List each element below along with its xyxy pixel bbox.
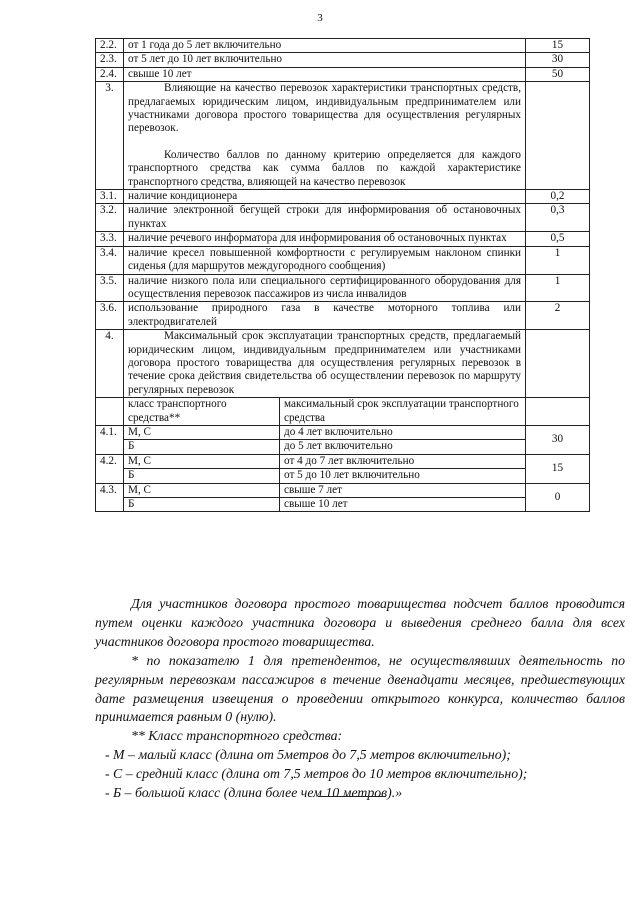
table-row bbox=[96, 190, 590, 204]
row-number bbox=[96, 398, 124, 426]
criterion-text: наличие кресел повышенной комфортности с регулируемым наклоном спинки сиденья (для маршрутов междугородного сообщения) bbox=[124, 246, 526, 274]
max-term: до 5 лет включительно bbox=[280, 440, 526, 454]
table-row bbox=[96, 204, 590, 232]
row-number: 3.1. bbox=[96, 190, 124, 204]
table-row bbox=[96, 454, 590, 468]
table-row bbox=[96, 53, 590, 67]
score-cell: 0,3 bbox=[526, 204, 590, 232]
footnotes bbox=[95, 595, 625, 803]
table-row bbox=[96, 483, 590, 497]
max-term: свыше 7 лет bbox=[280, 483, 526, 497]
max-term: свыше 10 лет bbox=[280, 498, 526, 512]
max-term: до 4 лет включительно bbox=[280, 425, 526, 439]
vehicle-class-b: - Б – большой класс (длина более чем 10 метров).» bbox=[105, 785, 403, 801]
score-cell: 0 bbox=[526, 483, 590, 512]
criterion-text: Максимальный срок эксплуатации транспортных средств, предлагаемый юридическим лицом, индивидуальным предпринимателем или участниками договора простого товарищества для осуществления регулярных перевозок в течение срока действия свидетельства об осуществлении перевозок по маршруту регулярных перевозок bbox=[124, 330, 526, 398]
table-row bbox=[96, 82, 590, 190]
page-number: 3 bbox=[317, 12, 323, 24]
vehicle-class: Б bbox=[124, 498, 280, 512]
table-row bbox=[96, 330, 590, 398]
row-number: 3.6. bbox=[96, 302, 124, 330]
table-row bbox=[96, 498, 590, 512]
score-cell: 1 bbox=[526, 274, 590, 302]
max-term: от 5 до 10 лет включительно bbox=[280, 469, 526, 483]
row-number: 2.3. bbox=[96, 53, 124, 67]
vehicle-class-s: - С – средний класс (длина от 7,5 метров до 10 метров включительно); bbox=[105, 766, 528, 782]
row-number: 4.1. bbox=[96, 425, 124, 454]
table-row bbox=[96, 246, 590, 274]
criterion-text: наличие речевого информатора для информирования об остановочных пунктах bbox=[124, 232, 526, 246]
closing-divider bbox=[318, 796, 386, 797]
table-row bbox=[96, 39, 590, 53]
table-row bbox=[96, 232, 590, 246]
table-row bbox=[96, 274, 590, 302]
score-cell: 50 bbox=[526, 67, 590, 81]
vehicle-class: М, С bbox=[124, 483, 280, 497]
row-number: 2.2. bbox=[96, 39, 124, 53]
vehicle-class-header: класс транспортного средства** bbox=[124, 398, 280, 426]
criterion-text: наличие электронной бегущей строки для информирования об остановочных пунктах bbox=[124, 204, 526, 232]
table-row bbox=[96, 302, 590, 330]
criteria-table bbox=[95, 38, 590, 512]
score-cell: 30 bbox=[526, 425, 590, 454]
row-number: 4.3. bbox=[96, 483, 124, 512]
row-number: 3.2. bbox=[96, 204, 124, 232]
criterion-text: от 1 года до 5 лет включительно bbox=[124, 39, 526, 53]
score-cell: 0,5 bbox=[526, 232, 590, 246]
criterion-text: от 5 лет до 10 лет включительно bbox=[124, 53, 526, 67]
score-cell: 30 bbox=[526, 53, 590, 67]
footnote-double-asterisk: ** Класс транспортного средства: bbox=[131, 728, 343, 744]
row-number: 4.2. bbox=[96, 454, 124, 483]
criterion-text: свыше 10 лет bbox=[124, 67, 526, 81]
row-number: 3.4. bbox=[96, 246, 124, 274]
footnote-paragraph: Для участников договора простого товарищества подсчет баллов проводится путем оценки каждого участника договора и выведения среднего балла для всех участников договора простого товарищества. bbox=[95, 596, 625, 649]
row-number: 3. bbox=[96, 82, 124, 190]
table-row bbox=[96, 425, 590, 439]
max-term: от 4 до 7 лет включительно bbox=[280, 454, 526, 468]
row-number: 4. bbox=[96, 330, 124, 398]
row-number: 3.3. bbox=[96, 232, 124, 246]
score-cell bbox=[526, 330, 590, 398]
score-cell: 15 bbox=[526, 454, 590, 483]
table-row bbox=[96, 440, 590, 454]
vehicle-class: М, С bbox=[124, 425, 280, 439]
vehicle-class: Б bbox=[124, 440, 280, 454]
criterion-text: использование природного газа в качестве моторного топлива или электродвигателей bbox=[124, 302, 526, 330]
score-cell: 15 bbox=[526, 39, 590, 53]
score-cell bbox=[526, 82, 590, 190]
criterion-paragraph: Количество баллов по данному критерию определяется для каждого транспортного средства как сумма баллов по каждой характеристике транспортного средства, влияющей на качество перевозок bbox=[128, 148, 522, 188]
criterion-paragraph: Влияющие на качество перевозок характеристики транспортных средств, предлагаемых юридическим лицом, индивидуальным предпринимателем или участниками договора простого товарищества для осуществления регулярных перевозок. bbox=[128, 82, 522, 135]
table-row bbox=[96, 398, 590, 426]
criterion-text: наличие низкого пола или специального сертифицированного оборудования для осуществления перевозок пассажиров из числа инвалидов bbox=[124, 274, 526, 302]
vehicle-class-m: - М – малый класс (длина от 5метров до 7,5 метров включительно); bbox=[105, 747, 511, 763]
row-number: 3.5. bbox=[96, 274, 124, 302]
score-cell bbox=[526, 398, 590, 426]
score-cell: 0,2 bbox=[526, 190, 590, 204]
row-number: 2.4. bbox=[96, 67, 124, 81]
table-row bbox=[96, 67, 590, 81]
score-cell: 1 bbox=[526, 246, 590, 274]
score-cell: 2 bbox=[526, 302, 590, 330]
criterion-text: наличие кондиционера bbox=[124, 190, 526, 204]
max-term-header: максимальный срок эксплуатации транспортного средства bbox=[280, 398, 526, 426]
table-row bbox=[96, 469, 590, 483]
criterion-text bbox=[124, 82, 526, 190]
footnote-asterisk: * по показателю 1 для претендентов, не осуществлявших деятельность по регулярным перевозкам пассажиров в течение двенадцати месяцев, предшествующих дате размещения извещения о проведении открытого конкурса, количество баллов принимается равным 0 (нулю). bbox=[95, 652, 625, 725]
vehicle-class: М, С bbox=[124, 454, 280, 468]
vehicle-class: Б bbox=[124, 469, 280, 483]
